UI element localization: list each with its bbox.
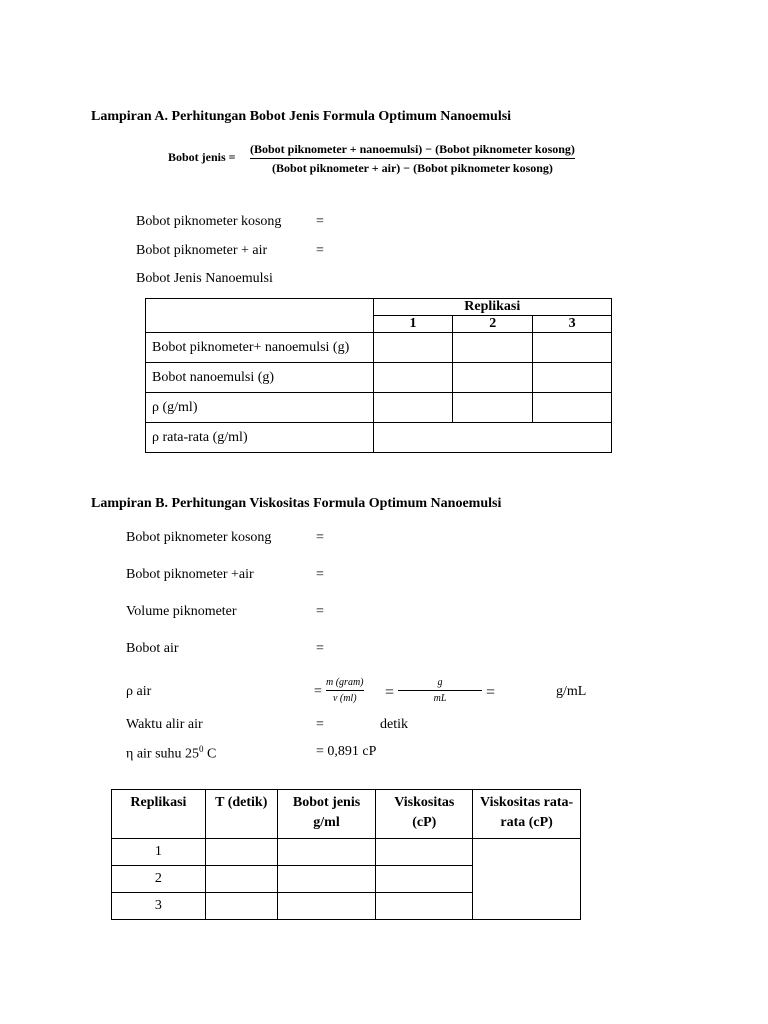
table-cell	[277, 839, 376, 866]
col-header-replication: Replikasi	[112, 790, 206, 839]
table-cell	[205, 866, 277, 893]
table-row	[146, 423, 612, 453]
row-label: Bobot piknometer+ nanoemulsi (g)	[146, 333, 374, 363]
rho-eq-2: =	[385, 684, 395, 701]
table-cell	[533, 333, 612, 363]
density-formula-denominator: (Bobot piknometer + air) − (Bobot piknometer kosong)	[272, 161, 553, 175]
row-label: ρ rata-rata (g/ml)	[146, 423, 374, 453]
replication-number: 2	[112, 866, 206, 893]
replication-col-2: 2	[453, 316, 533, 333]
field-label-empty-pycnometer: Bobot piknometer kosong	[136, 214, 282, 229]
table-cell	[376, 866, 473, 893]
rho-water-label: ρ air	[126, 684, 152, 699]
table-row	[112, 839, 581, 866]
rho-frac2-denominator: mL	[433, 693, 447, 704]
eta-water-label	[126, 744, 216, 763]
col-header-viscosity: Viskositas (cP)	[376, 790, 473, 839]
col-header-density: Bobot jenis g/ml	[277, 790, 376, 839]
table-cell	[373, 333, 453, 363]
field-eq-water-weight: =	[316, 641, 324, 656]
avg-viscosity-cell	[473, 839, 581, 920]
table-cell-merged	[373, 423, 611, 453]
fraction-bar	[398, 690, 482, 691]
field-eq-pycnometer-volume: =	[316, 604, 324, 619]
table-cell	[453, 333, 533, 363]
eta-superscript: 0	[199, 744, 204, 754]
section-b-heading: Lampiran B. Perhitungan Viskositas Formula Optimum Nanoemulsi	[91, 496, 502, 511]
field-label-pycnometer-volume: Volume piknometer	[126, 604, 237, 619]
density-formula-fraction	[250, 141, 575, 176]
density-table-corner	[146, 299, 374, 333]
replication-col-3: 3	[533, 316, 612, 333]
table-cell	[205, 839, 277, 866]
table-cell	[533, 363, 612, 393]
table-cell	[533, 393, 612, 423]
table-cell	[277, 893, 376, 920]
table-cell	[373, 393, 453, 423]
table-row	[146, 393, 612, 423]
table-cell	[205, 893, 277, 920]
rho-frac1-numerator: m (gram)	[326, 677, 364, 688]
row-label: ρ (g/ml)	[146, 393, 374, 423]
rho-eq-1: =	[314, 684, 322, 699]
field-eq-pycnometer-water: =	[316, 243, 324, 258]
density-formula-numerator: (Bobot piknometer + nanoemulsi) − (Bobot piknometer kosong)	[250, 142, 575, 156]
table-cell	[373, 363, 453, 393]
density-table	[145, 298, 612, 453]
table-row	[146, 333, 612, 363]
col-header-time: T (detik)	[205, 790, 277, 839]
flow-time-eq: =	[316, 717, 324, 732]
rho-frac1-denominator: v (ml)	[332, 693, 357, 704]
table-cell	[277, 866, 376, 893]
field-label-pycnometer-water: Bobot piknometer + air	[136, 243, 268, 258]
fraction-bar	[250, 158, 575, 159]
rho-unit: g/mL	[556, 684, 587, 699]
eta-label-suffix: C	[203, 746, 217, 762]
replication-number: 3	[112, 893, 206, 920]
replication-col-1: 1	[373, 316, 453, 333]
table-row	[146, 363, 612, 393]
replication-number: 1	[112, 839, 206, 866]
row-label: Bobot nanoemulsi (g)	[146, 363, 374, 393]
density-formula-lhs: Bobot jenis =	[168, 150, 236, 164]
field-label-water-weight: Bobot air	[126, 641, 179, 656]
table-cell	[453, 363, 533, 393]
rho-fraction-1	[326, 676, 364, 705]
field-eq-empty-pycnometer: =	[316, 214, 324, 229]
table-cell	[376, 839, 473, 866]
field-label-empty-pycnometer-b: Bobot piknometer kosong	[126, 530, 272, 545]
replication-group-header: Replikasi	[373, 299, 611, 316]
density-table-title: Bobot Jenis Nanoemulsi	[136, 271, 273, 286]
rho-fraction-2	[398, 676, 482, 705]
field-eq-pycnometer-water-b: =	[316, 567, 324, 582]
rho-eq-3: =	[486, 684, 496, 701]
field-label-pycnometer-water-b: Bobot piknometer +air	[126, 567, 254, 582]
field-eq-empty-pycnometer-b: =	[316, 530, 324, 545]
col-header-avg-viscosity: Viskositas rata-rata (cP)	[473, 790, 581, 839]
flow-time-label: Waktu alir air	[126, 717, 203, 732]
section-a-heading: Lampiran A. Perhitungan Bobot Jenis Formula Optimum Nanoemulsi	[91, 109, 512, 124]
table-cell	[453, 393, 533, 423]
eta-label-prefix: η air suhu 25	[126, 746, 200, 762]
table-cell	[376, 893, 473, 920]
viscosity-table	[111, 789, 581, 920]
eta-water-value: = 0,891 cP	[316, 744, 377, 759]
flow-time-unit: detik	[380, 717, 408, 732]
fraction-bar	[326, 690, 364, 691]
rho-frac2-numerator: g	[437, 677, 443, 688]
